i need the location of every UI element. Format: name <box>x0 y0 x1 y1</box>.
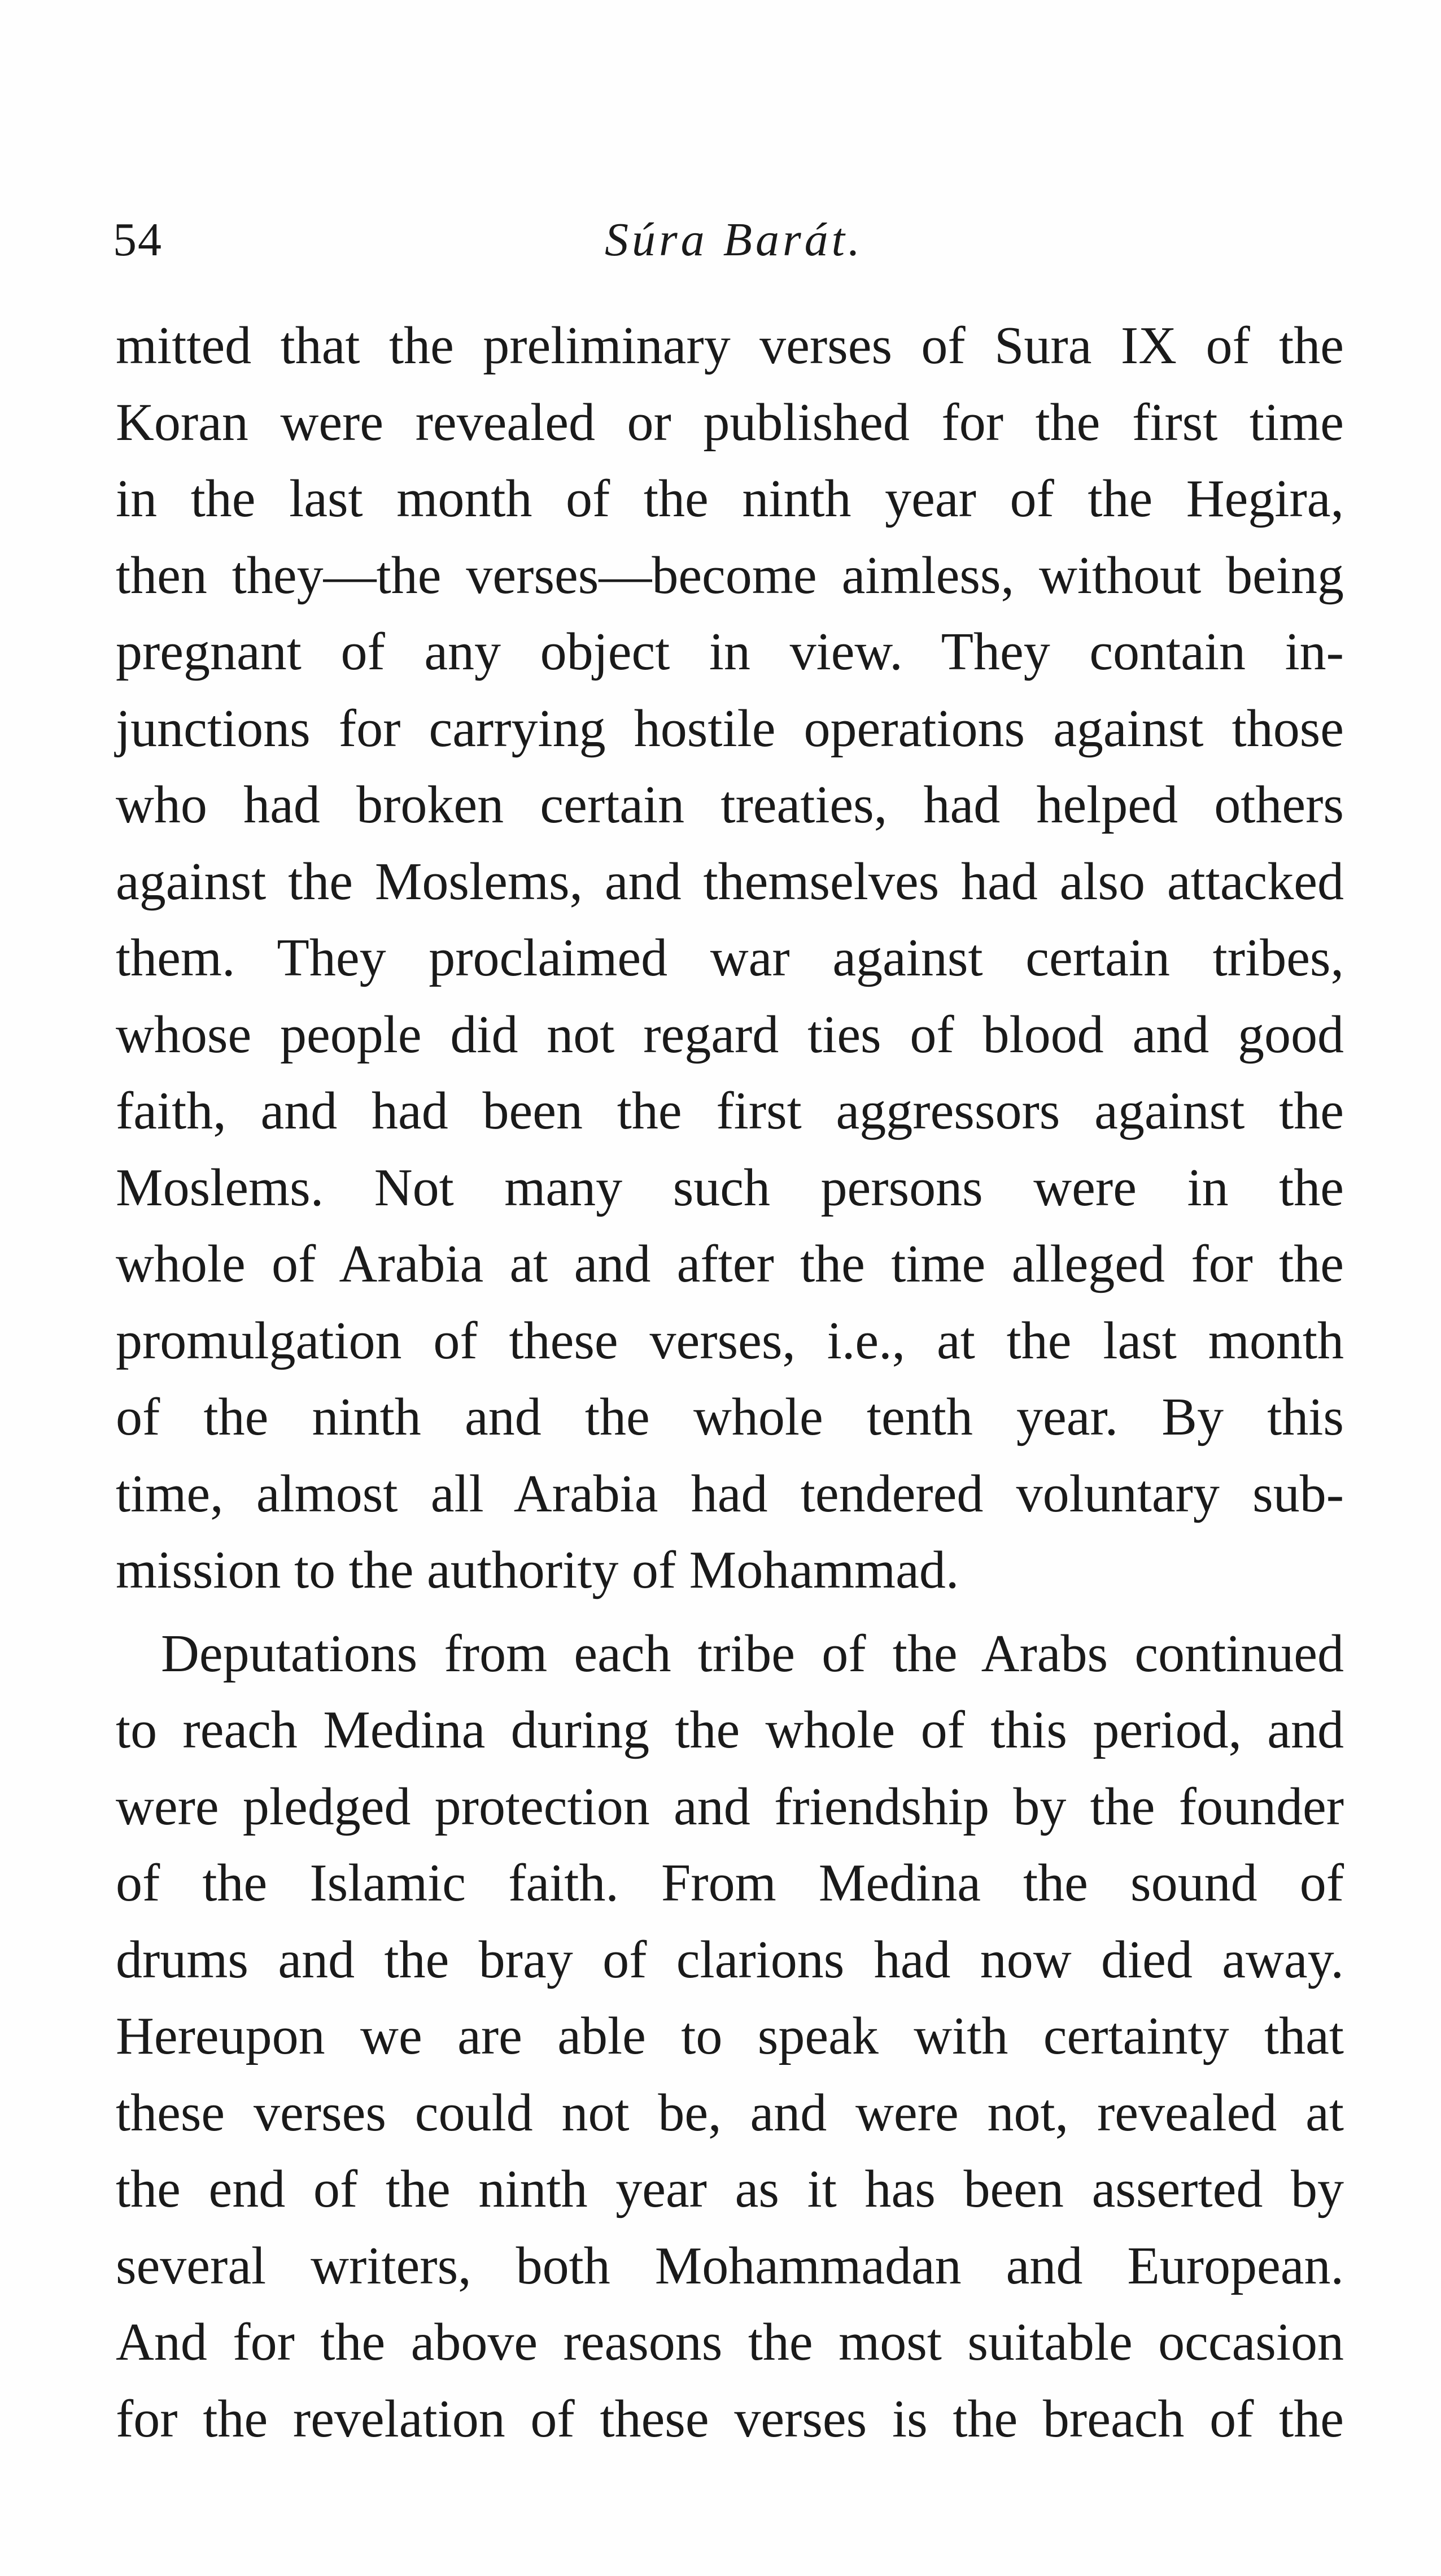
text-line: Hereupon we are able to speak with certainty that <box>116 2007 1344 2065</box>
text-line: against the Moslems, and themselves had also attacked <box>116 852 1344 911</box>
text-line: several writers, both Mohammadan and European. <box>116 2236 1344 2295</box>
body-text <box>116 308 1344 2457</box>
text-line: Koran were revealed or published for the first time <box>116 393 1344 452</box>
text-line: for the revelation of these verses is the breach of the <box>116 2389 1344 2448</box>
text-line: in the last month of the ninth year of the Hegira, <box>116 469 1344 528</box>
text-line: the end of the ninth year as it has been asserted by <box>116 2160 1344 2218</box>
text-line: them. They proclaimed war against certain tribes, <box>116 929 1344 987</box>
text-line: drums and the bray of clarions had now died away. <box>116 1930 1344 1989</box>
text-line: to reach Medina during the whole of this period, and <box>116 1701 1344 1759</box>
text-line: junctions for carrying hostile operations against those <box>116 699 1344 758</box>
text-line: time, almost all Arabia had tendered voluntary sub- <box>116 1464 1344 1523</box>
text-line: And for the above reasons the most suitable occasion <box>116 2313 1344 2372</box>
text-line: promulgation of these verses, i.e., at the last month <box>116 1311 1344 1370</box>
running-head: Súra Barát. <box>604 213 864 266</box>
text-line: whole of Arabia at and after the time alleged for the <box>116 1235 1344 1293</box>
text-line: mitted that the preliminary verses of Sura IX of the <box>116 316 1344 375</box>
text-line: then they—the verses—become aimless, without being <box>116 546 1344 605</box>
text-line: Moslems. Not many such persons were in the <box>116 1158 1344 1217</box>
text-line: pregnant of any object in view. They contain in- <box>116 622 1344 681</box>
page-number: 54 <box>113 213 163 266</box>
text-line: mission to the authority of Mohammad. <box>116 1541 959 1599</box>
text-line: faith, and had been the first aggressors against the <box>116 1082 1344 1140</box>
text-line: whose people did not regard ties of blood and good <box>116 1005 1344 1064</box>
text-line: Deputations from each tribe of the Arabs continued <box>161 1624 1344 1683</box>
paragraph <box>116 308 1344 1609</box>
text-line: were pledged protection and friendship by the founder <box>116 1777 1344 1836</box>
text-line: these verses could not be, and were not, revealed at <box>116 2083 1344 2142</box>
text-line: of the ninth and the whole tenth year. By this <box>116 1388 1344 1446</box>
text-line: of the Islamic faith. From Medina the sound of <box>116 1854 1344 1912</box>
text-line: who had broken certain treaties, had helped others <box>116 775 1344 834</box>
page-header <box>113 209 1355 271</box>
paragraph <box>116 1616 1344 2458</box>
